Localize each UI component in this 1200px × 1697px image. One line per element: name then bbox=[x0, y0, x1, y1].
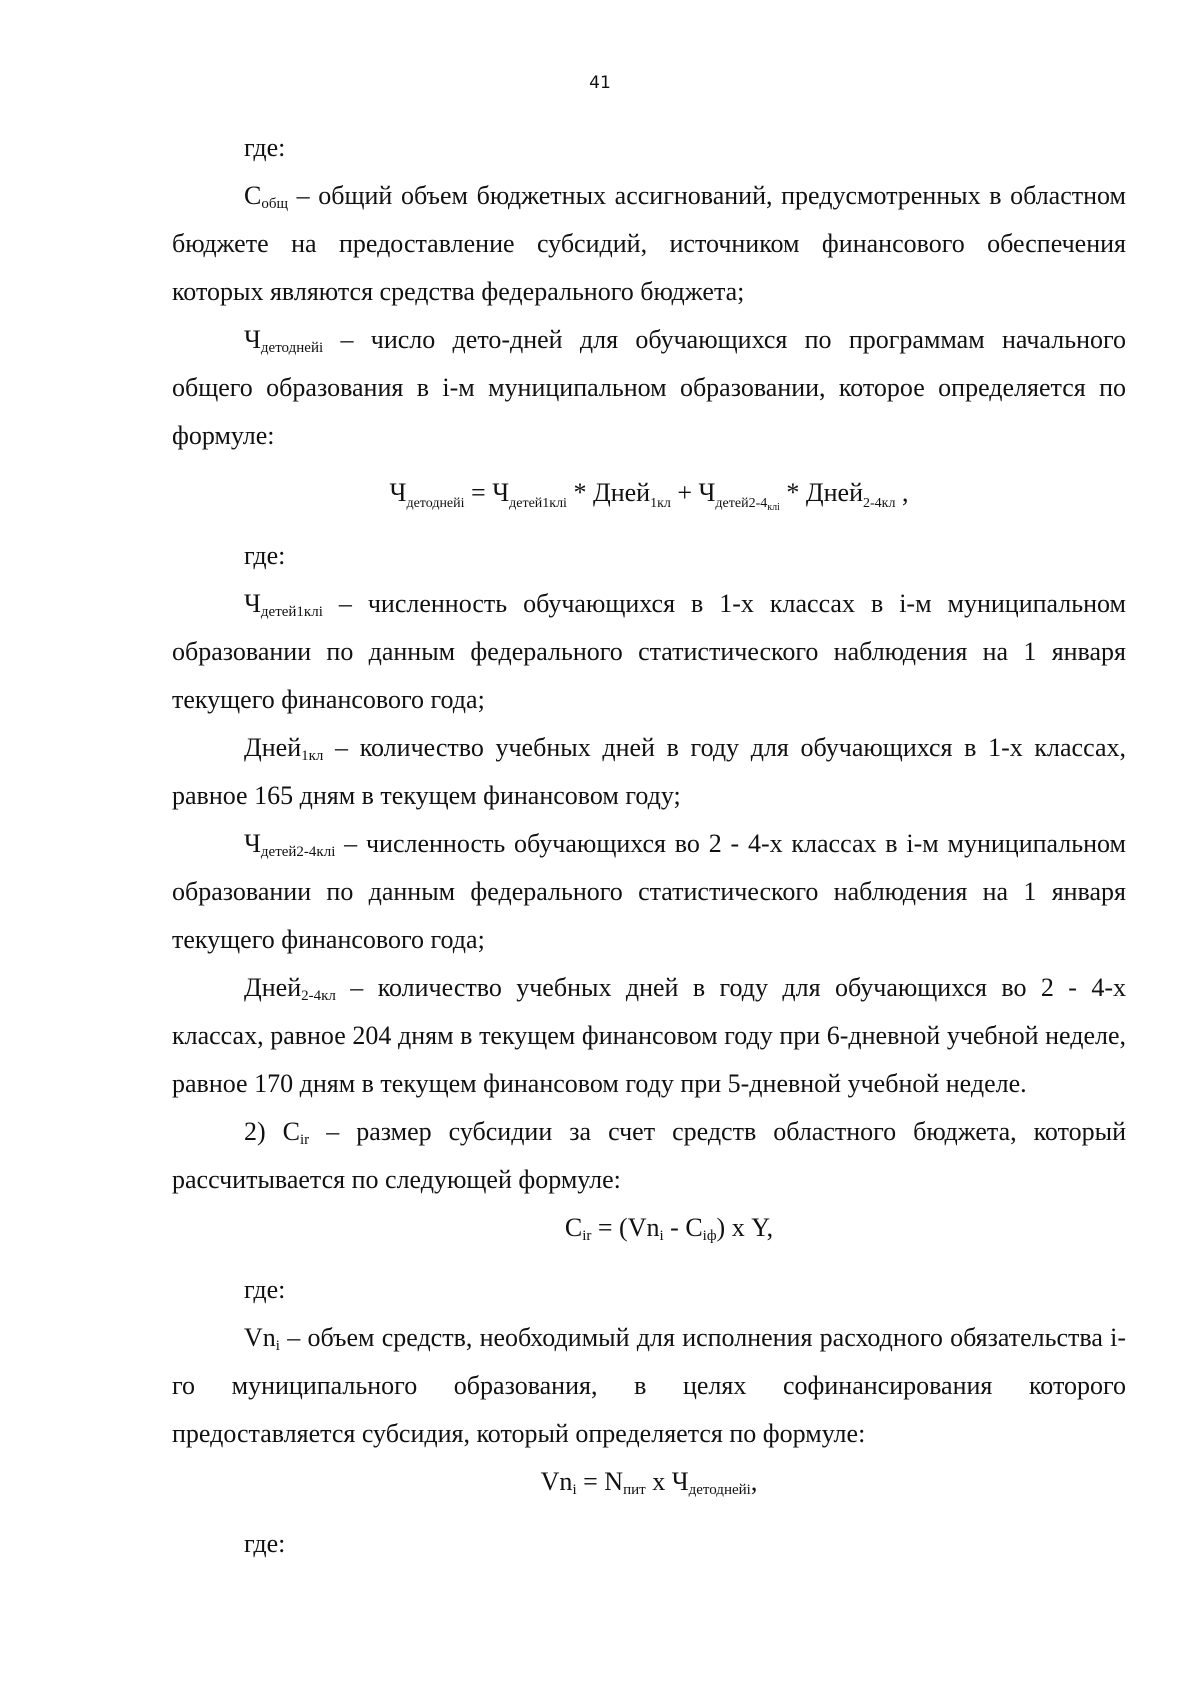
formula-cir: $С_{ir} = (Vn_i - С_{iф})$ х Y, bbox=[564, 1213, 774, 1244]
definition-sobsh: $С_{общ}$ – общий объем бюджетных ассигнований, предусмотренных в областном бюджете на предоставление субсидий, источником финансового обеспечения которых являются средства федерального бюджета; bbox=[172, 181, 1126, 306]
where-label: где: bbox=[244, 1529, 286, 1558]
where-label: где: bbox=[244, 1275, 286, 1304]
formula-vni: $Vn_i = N_{пит}$ х $Ч_{детоднейi}$, bbox=[540, 1467, 758, 1498]
definition-dney24: Дней$_{2-4кл}$ – количество учебных дней в году для обучающихся во 2 - 4-х классах, равное 204 дням в текущем финансовом году при 6-дневной учебной неделе, равное 170 дням в текущем финансовом году при 5-дневной учебной неделе. bbox=[172, 973, 1126, 1098]
page-number: 41 bbox=[589, 73, 611, 93]
definition-dney1: Дней$_{1кл}$ – количество учебных дней в году для обучающихся в 1-х классах, равное 165 дням в текущем финансовом году; bbox=[172, 733, 1126, 810]
definition-chdetey1: $Ч_{детей1клi}$ – численность обучающихся в 1-х классах в i-м муниципальном образовании по данным федерального статистического наблюдения на 1 января текущего финансового года; bbox=[172, 589, 1126, 714]
definition-chdetey24: $Ч_{детей2-4клi}$ – численность обучающихся во 2 - 4-х классах в i-м муниципальном образовании по данным федерального статистического наблюдения на 1 января текущего финансового года; bbox=[172, 829, 1126, 954]
definition-cir: 2) $С_{ir}$ – размер субсидии за счет средств областного бюджета, который рассчитывается по следующей формуле: bbox=[172, 1117, 1126, 1194]
where-label: где: bbox=[244, 133, 286, 162]
page-content bbox=[172, 124, 1126, 1568]
where-label: где: bbox=[244, 541, 286, 570]
definition-vni: $Vn_i$ – объем средств, необходимый для исполнения расходного обязательства i-го муниципального образования, в целях софинансирования которого предоставляется субсидия, который определяется по формуле: bbox=[172, 1323, 1126, 1448]
formula-chdetodney: $Ч_{детоднейi} = Ч_{детей1клi}$ * Дней$_{1кл}$ + $Ч_{детей2-4_{клi}}$ * Дней$_{2-4кл}$ , bbox=[389, 478, 909, 513]
definition-chdetodney: $Ч_{детоднейi}$ – число дето-дней для обучающихся по программам начального общего образования в i-м муниципальном образовании, которое определяется по формуле: bbox=[172, 325, 1126, 450]
